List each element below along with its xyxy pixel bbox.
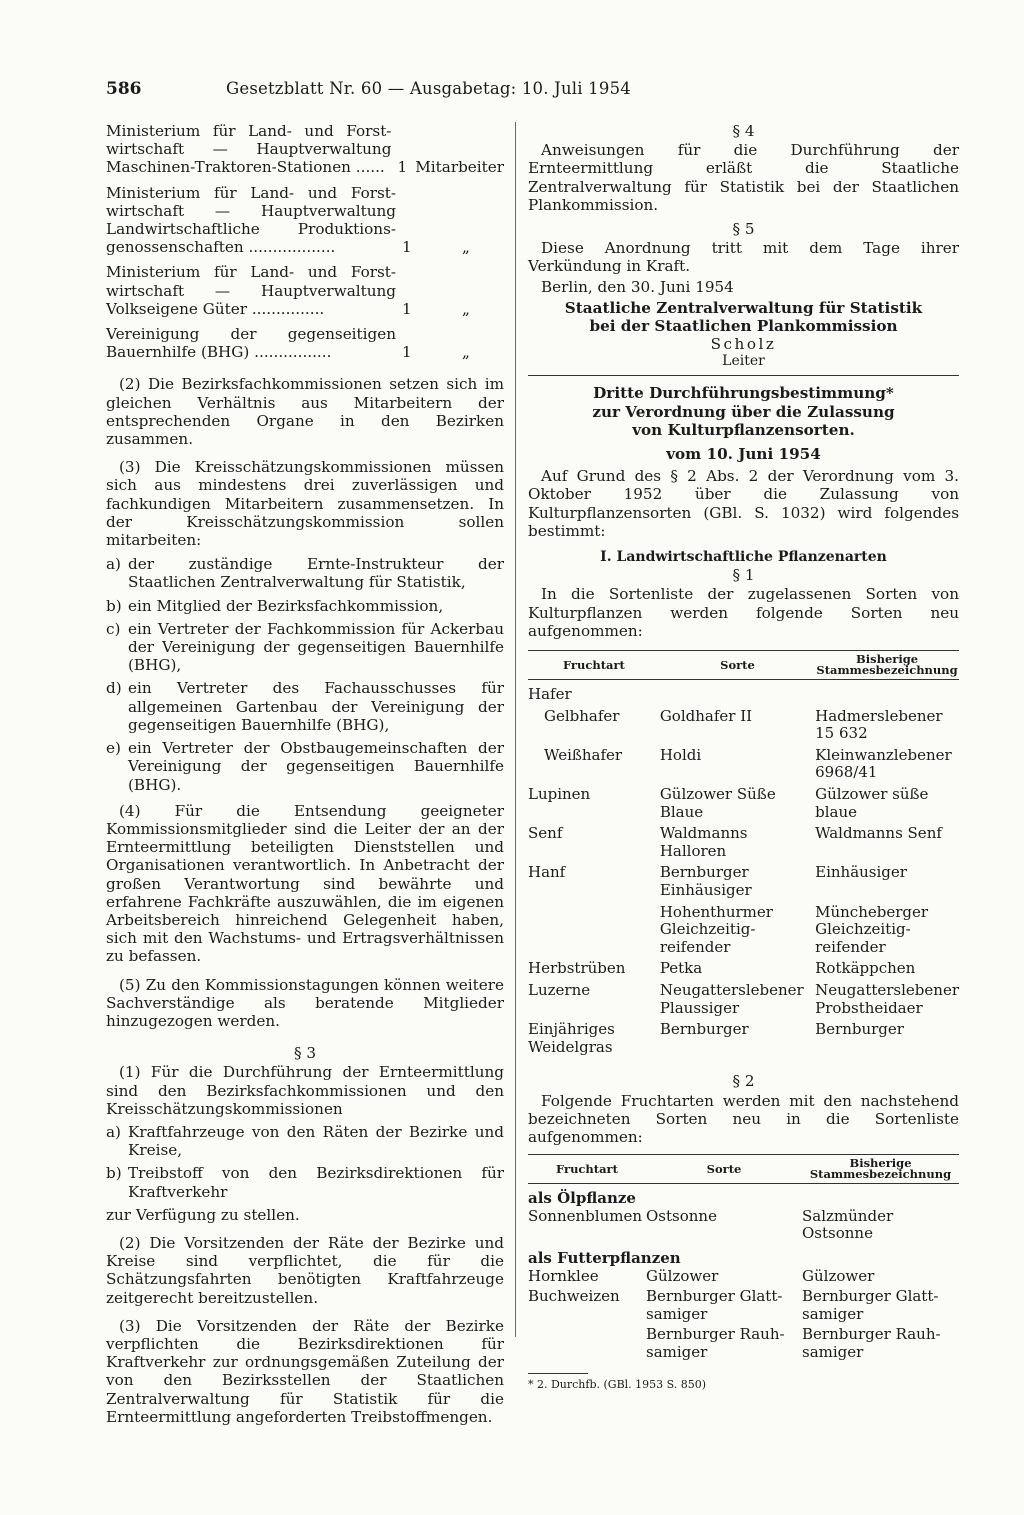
cell-bisherige: Bernburger: [815, 1020, 904, 1039]
table-group-row: [528, 1190, 959, 1208]
organization-name: Ministerium für Land- und Forst-wirtschaft — Hauptverwaltung Maschinen-Traktoren-Stationen ......: [106, 122, 392, 177]
part-1-section-1-heading: § 1: [732, 566, 755, 585]
left-column: [106, 122, 504, 1426]
cell-sorte: Neugatterslebener Plaussiger: [659, 980, 804, 1017]
list-item-text: ein Vertreter der Obstbaugemeinschaften der Vereinigung der gegenseitigen Bauernhilfe (BHG).: [128, 739, 504, 794]
cell-fruchtart: Hanf: [528, 863, 566, 882]
list-item-label: e): [106, 739, 121, 758]
organization-row: [106, 184, 504, 257]
variety-table-1-body: [528, 680, 959, 1061]
table-row: [528, 904, 959, 961]
list-item: [106, 679, 504, 734]
table-header-row: [528, 1155, 959, 1184]
staff-count: 1: [402, 238, 412, 257]
table-row: [528, 825, 959, 864]
page-number: 586: [106, 79, 142, 99]
regulation-intro: Auf Grund des § 2 Abs. 2 der Verordnung vom 3. Oktober 1952 über die Zulassung von Kulturpflanzensorten (GBl. S. 1032) wird folgendes bestimmt:: [528, 467, 959, 540]
organization-row: [106, 122, 504, 177]
part-1-section-2-text: Folgende Fruchtarten werden mit den nachstehend bezeichneten Sorten neu in die Sortenliste aufgenommen:: [528, 1091, 959, 1146]
variety-table-2: [528, 1154, 959, 1364]
section-5-heading: § 5: [732, 220, 755, 239]
list-item-text: ein Mitglied der Bezirksfachkommission,: [128, 596, 444, 615]
cell-fruchtart: Einjähriges Weidelgras: [528, 1020, 615, 1056]
header-sorte: Sorte: [660, 651, 815, 680]
cell-bisherige: Neugatterslebener Probstheidaer: [815, 980, 959, 1017]
cell-bisherige: Einhäusiger: [815, 863, 907, 882]
cell-sorte: Hohenthurmer Gleichzeitig-reifender: [659, 902, 773, 956]
header-fruchtart: Fruchtart: [528, 651, 660, 680]
staff-unit: „: [462, 343, 470, 362]
authority-line-1: Staatliche Zentralverwaltung für Statistik: [564, 298, 923, 317]
regulation-title-2: zur Verordnung über die Zulassung: [592, 402, 895, 421]
staff-count: 1: [402, 299, 412, 318]
cell-sorte: Goldhafer II: [659, 706, 753, 725]
list-item: [106, 597, 504, 615]
part-1-section-2-heading: § 2: [732, 1072, 755, 1091]
cell-sorte: Bernburger Rauh-samiger: [646, 1325, 785, 1361]
cell-sorte: Bernburger: [659, 1020, 749, 1039]
table-row: [528, 982, 959, 1021]
cell-fruchtart: Gelbhafer: [544, 706, 620, 725]
section-3-heading: § 3: [293, 1044, 317, 1063]
footnote: * 2. Durchfb. (GBl. 1953 S. 850): [528, 1377, 707, 1391]
table-row: [528, 747, 959, 786]
cell-sorte: Holdi: [659, 745, 702, 764]
right-column: [528, 122, 959, 1394]
list-item-text: Treibstoff von den Bezirksdirektionen für Kraftverkehr: [128, 1164, 504, 1201]
cell-sorte: Bernburger Glatt-samiger: [646, 1287, 783, 1323]
regulation-title-1: Dritte Durchführungsbestimmung*: [593, 384, 894, 403]
organization-name: Ministerium für Land- und Forst-wirtschaft — Hauptverwaltung Landwirtschaftliche Produktions-genossenschaften ..................: [106, 183, 396, 257]
footnote-rule: [528, 1373, 588, 1374]
cell-fruchtart: Weißhafer: [544, 745, 623, 764]
section-3-paragraph-3: (3) Die Vorsitzenden der Räte der Bezirke verpflichten die Bezirksdirektionen für Kraftverkehr zur ordnungsgemäßen Zuteilung der von den Bezirksstellen der Staatlichen Zentralverwaltung für Statistik für die Ernteermittlung angeforderten Treibstoffmengen.: [106, 1316, 504, 1426]
cell-sorte: Petka: [659, 959, 703, 978]
cell-sorte: Waldmanns Halloren: [659, 824, 748, 860]
cell-fruchtart: Hafer: [528, 685, 572, 704]
table-row: [528, 960, 959, 982]
list-item-label: d): [106, 679, 122, 698]
list-item-text: ein Vertreter des Fachausschusses für allgemeinen Gartenbau der Vereinigung der gegenseitigen Bauernhilfe (BHG),: [128, 679, 504, 734]
cell-bisherige: Müncheberger Gleichzeitig-reifender: [815, 902, 929, 956]
list-item-label: c): [106, 619, 121, 638]
member-list: [106, 555, 504, 793]
cell-fruchtart: Lupinen: [528, 785, 591, 804]
paragraph-4: (4) Für die Entsendung geeigneter Kommissionsmitglieder sind die Leiter der an der Ernteermittlung beteiligten Dienststellen und Organisationen verantwortlich. In Anbetracht der großen Verantwortung sind bewährte und erfahrene Fachkräfte auszuwählen, die im eigenen Arbeitsbereich hinreichend Gelegenheit haben, sich mit den Wachstums- und Ertragsverhältnissen zu befassen.: [106, 801, 504, 966]
list-item-label: b): [106, 596, 122, 615]
regulation-title-3: von Kulturpflanzensorten.: [632, 420, 855, 439]
cell-sorte: Gülzower Süße Blaue: [659, 785, 776, 821]
table-header-row: [528, 651, 959, 680]
table-row: [528, 1021, 959, 1060]
cell-fruchtart: Buchweizen: [528, 1287, 620, 1306]
organization-row: [106, 325, 504, 361]
header-bisherige: [802, 1155, 959, 1184]
cell-bisherige: [815, 686, 959, 708]
cell-fruchtart: [528, 1326, 646, 1364]
section-3-paragraph-1: (1) Für die Durchführung der Ernteermittlung sind den Bezirksfachkommissionen und den Kreisschätzungskommissionen: [106, 1063, 504, 1118]
list-item-text: der zuständige Ernte-Instrukteur der Staatlichen Zentralverwaltung für Statistik,: [128, 555, 504, 592]
cell-fruchtart: Sonnenblumen: [528, 1206, 642, 1225]
cell-bisherige: Bernburger Glatt-samiger: [802, 1287, 939, 1323]
table-row: [528, 1288, 959, 1326]
part-1-heading: I. Landwirtschaftliche Pflanzenarten: [600, 549, 887, 566]
regulation-date: vom 10. Juni 1954: [666, 445, 821, 464]
signer-name: Scholz: [710, 335, 777, 354]
cell-fruchtart: Hornklee: [528, 1266, 599, 1285]
variety-table-1: [528, 650, 959, 1060]
header-bisherige-line-1: Bisherige: [856, 652, 919, 667]
resource-list: [106, 1123, 504, 1201]
table-row: [528, 1326, 959, 1364]
organization-name: Vereinigung der gegenseitigen Bauernhilfe (BHG) ................: [106, 325, 396, 362]
paragraph-2: (2) Die Bezirksfachkommissionen setzen sich im gleichen Verhältnis aus Mitarbeitern der entsprechenden Organe in den Bezirken zusammen.: [106, 375, 504, 449]
table-row: [528, 686, 959, 708]
cell-bisherige: Bernburger Rauh-samiger: [802, 1325, 941, 1361]
cell-fruchtart: Herbstrüben: [528, 959, 626, 978]
list-item-label: a): [106, 555, 121, 574]
table-row: [528, 786, 959, 825]
section-4-text: Anweisungen für die Durchführung der Ernteermittlung erläßt die Staatliche Zentralverwaltung für Statistik bei der Staatlichen Plankommission.: [528, 141, 959, 214]
variety-table-2-body: [528, 1184, 959, 1365]
organization-list: [106, 122, 504, 361]
table-row: [528, 1268, 959, 1289]
organization-name: Ministerium für Land- und Forst-wirtschaft — Hauptverwaltung Volkseigene Güter ...............: [106, 263, 396, 318]
cell-fruchtart: Senf: [528, 824, 563, 843]
list-item-text: ein Vertreter der Fachkommission für Ackerbau der Vereinigung der gegenseitigen Bauernhilfe (BHG),: [128, 619, 504, 675]
header-bisherige: [815, 651, 959, 680]
cell-bisherige: Hadmerslebener 15 632: [815, 706, 943, 743]
organization-row: [106, 263, 504, 318]
header-fruchtart: Fruchtart: [528, 1155, 646, 1184]
list-item: [106, 1123, 504, 1159]
authority-line-2: bei der Staatlichen Plankommission: [589, 317, 898, 336]
cell-bisherige: Rotkäppchen: [815, 959, 916, 978]
cell-sorte: Ostsonne: [646, 1206, 717, 1225]
list-item: [106, 555, 504, 591]
table-row: [528, 1208, 959, 1246]
gazette-title: Gesetzblatt Nr. 60 — Ausgabetag: 10. Juli 1954: [226, 79, 631, 98]
place-date: Berlin, den 30. Juni 1954: [541, 277, 734, 296]
header-bisherige-line-1: Bisherige: [849, 1156, 912, 1171]
header-bisherige-line-2: Stammesbezeichnung: [816, 663, 958, 678]
cell-group-label: als Ölpflanze: [528, 1189, 636, 1208]
cell-bisherige: Kleinwanzlebener 6968/41: [815, 745, 952, 782]
staff-unit: Mitarbeiter: [415, 158, 504, 177]
list-item-label: a): [106, 1122, 121, 1141]
section-3-paragraph-2: (2) Die Vorsitzenden der Räte der Bezirke und Kreise sind verpflichtet, die für die Schätzungsfahrten benötigten Kraftfahrzeuge zeitgerecht bereitzustellen.: [106, 1233, 504, 1307]
list-item: [106, 620, 504, 675]
staff-unit: „: [462, 238, 470, 257]
staff-count: 1: [397, 158, 408, 177]
column-divider: [515, 122, 516, 1337]
cell-sorte: Gülzower: [646, 1266, 719, 1285]
cell-fruchtart: [528, 904, 660, 961]
table-row: [528, 864, 959, 903]
cell-bisherige: Gülzower süße blaue: [815, 785, 929, 821]
signer-role: Leiter: [722, 353, 765, 370]
list-item: [106, 739, 504, 794]
page-header: [106, 80, 972, 102]
section-4-heading: § 4: [732, 122, 755, 140]
list-item-label: b): [106, 1164, 122, 1183]
header-sorte: Sorte: [646, 1155, 802, 1184]
table-row: [528, 708, 959, 747]
section-3-paragraph-1-end: zur Verfügung zu stellen.: [106, 1205, 300, 1224]
paragraph-5: (5) Zu den Kommissionstagungen können weitere Sachverständige als beratende Mitglieder hinzugezogen werden.: [106, 975, 504, 1030]
cell-bisherige: Gülzower: [802, 1266, 875, 1285]
section-rule: [528, 375, 959, 376]
cell-sorte: [660, 686, 815, 708]
cell-sorte: Bernburger Einhäusiger: [659, 863, 752, 900]
list-item: [106, 1164, 504, 1200]
staff-unit: „: [462, 299, 470, 318]
cell-fruchtart: Luzerne: [528, 980, 591, 999]
part-1-section-1-text: In die Sortenliste der zugelassenen Sorten von Kulturpflanzen werden folgende Sorten neu aufgenommen:: [528, 585, 959, 640]
cell-bisherige: Waldmanns Senf: [815, 824, 942, 843]
table-group-row: [528, 1246, 959, 1268]
cell-group-label: als Futterpflanzen: [528, 1248, 681, 1267]
section-5-text: Diese Anordnung tritt mit dem Tage ihrer Verkündung in Kraft.: [528, 239, 959, 276]
header-bisherige-line-2: Stammesbezeichnung: [809, 1167, 952, 1182]
list-item-text: Kraftfahrzeuge von den Räten der Bezirke und Kreise,: [128, 1122, 504, 1160]
staff-count: 1: [402, 343, 412, 362]
paragraph-3: (3) Die Kreisschätzungskommissionen müssen sich aus mindestens drei zuverlässigen und fachkundigen Mitarbeitern zusammensetzen. In der Kreisschätzungskommission sollen mitarbeiten:: [106, 458, 504, 550]
cell-bisherige: Salzmünder Ostsonne: [802, 1206, 894, 1243]
